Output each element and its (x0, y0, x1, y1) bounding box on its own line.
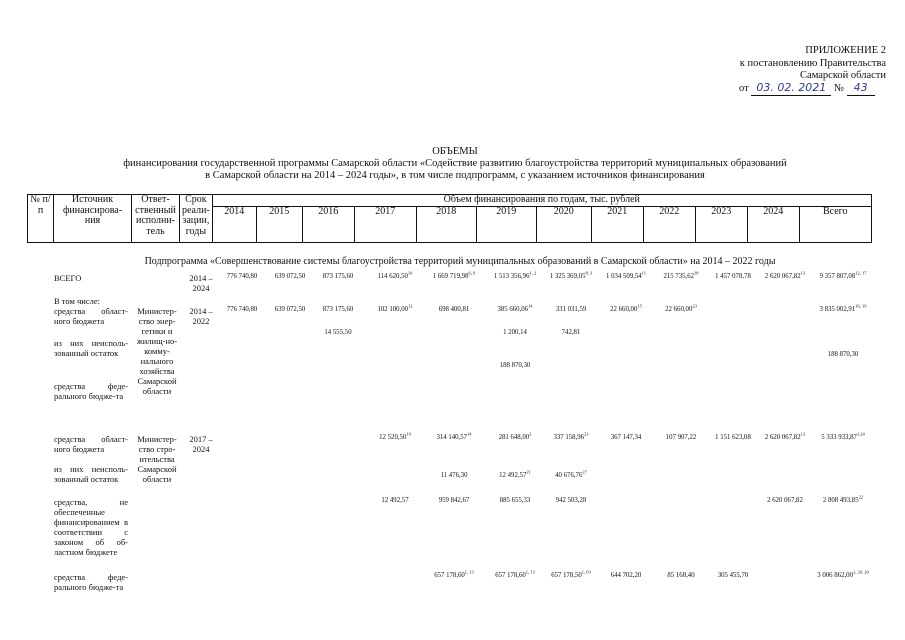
col-year: 2016 (302, 207, 354, 243)
value-footnote: 14 (528, 303, 533, 309)
col-year: 2022 (643, 207, 695, 243)
value-text: 657 178,60 (495, 572, 526, 579)
col-year: 2015 (256, 207, 302, 243)
value-footnote: 1, 13 (464, 569, 474, 575)
value-text: 12 492,57 (499, 472, 527, 479)
appendix-title: ПРИЛОЖЕНИЕ 2 (805, 45, 886, 56)
label-reg-budget-2: средства област-ного бюджета (54, 434, 128, 454)
executor-ministry-energy: Министер-ство энер-гетики и жилищ-но-комму-нального хозяйства Самарской области (136, 306, 178, 396)
appendix-block (640, 45, 886, 83)
label-unused-1: из них неисполь-зованный остаток (54, 338, 128, 358)
value-text: 1 034 509,54 (605, 273, 642, 280)
value-footnote: 19 (406, 431, 411, 437)
value-text: 2 808 493,85 (822, 497, 859, 504)
value-cell (531, 497, 611, 505)
col-year: 2021 (591, 207, 643, 243)
value-text: 657 178,60 (434, 572, 465, 579)
value-footnote: 12, 17 (855, 270, 867, 276)
value-footnote: 12 (408, 303, 413, 309)
col-year: Всего (799, 207, 871, 243)
col-year: 2020 (536, 207, 591, 243)
value-footnote: 1, 03 (581, 569, 591, 575)
number-prefix: № (833, 83, 844, 94)
value-text: 885 655,33 (499, 497, 531, 504)
value-footnote: 18 (694, 270, 699, 276)
value-text: 22 660,00 (665, 306, 693, 313)
term-constr: 2017 – 2024 (189, 434, 213, 454)
value-footnote: 21 (526, 469, 531, 475)
value-cell (803, 569, 883, 580)
value-text: 22 660,00 (610, 306, 638, 313)
executor-ministry-constr: Министер-ство стро-ительства Самарской области (137, 434, 177, 484)
term-total: 2014 – 2024 (189, 273, 213, 293)
value-text: 1 325 369,05 (549, 273, 586, 280)
value-text: 314 140,57 (436, 434, 468, 441)
value-footnote: 10 (407, 270, 413, 276)
value-text: 2 620 067,82 (767, 497, 803, 504)
term-energy: 2014 – 2022 (189, 306, 213, 326)
value-text: 776 740,80 (226, 273, 258, 280)
col-year: 2023 (695, 207, 747, 243)
value-footnote: 1,24 (856, 431, 865, 437)
resolution-number: 43 (847, 82, 875, 96)
value-text: 281 648,00 (498, 434, 530, 441)
value-text: 102 100,00 (377, 306, 409, 313)
value-footnote: 23 (584, 431, 589, 437)
value-text: 3 835 002,91 (819, 306, 856, 313)
value-text: 12 520,50 (379, 434, 407, 441)
value-footnote: 11 (641, 270, 647, 276)
appendix-line1: к постановлению Правительства (739, 57, 886, 69)
value-text: 5 333 933,87 (821, 434, 857, 441)
value-cell (641, 303, 721, 314)
label-fed-1: средства феде-рального бюдже-та (54, 381, 128, 401)
col-no: № п/п (28, 195, 54, 243)
value-footnote: 1, 20, 20 (852, 569, 869, 575)
value-text: 1 669 719,98 (432, 273, 469, 280)
label-reg-budget-1: средства област-ного бюджета (54, 306, 128, 326)
value-footnote: 23 (692, 303, 697, 309)
value-text: 644 702,20 (610, 572, 642, 579)
value-text: 776 740,80 (226, 306, 258, 313)
heading-line1: финансирования государственной программы Самарской области «Содействие развитию благоустройства территорий муниципальных образований (123, 158, 787, 169)
value-text: 107 907,22 (665, 434, 697, 441)
value-text: 11 476,30 (440, 472, 468, 479)
label-unused-2: из них неисполь-зованный остаток (54, 464, 128, 484)
value-footnote: 22 (858, 494, 864, 500)
appendix-line2: Самарской области (800, 70, 886, 81)
heading-title: ОБЪЕМЫ (432, 146, 478, 157)
value-footnote: 6, 9 (468, 270, 476, 276)
value-footnote: 13 (800, 431, 806, 437)
col-volume: Объем финансирования по годам, тыс. рублей (212, 195, 871, 207)
document-heading (60, 146, 850, 182)
col-executor: Ответ-ственный исполни-тель (132, 195, 180, 243)
value-text: 215 735,62 (663, 273, 695, 280)
value-footnote: 16, 19 (855, 303, 867, 309)
subprogram-title: Подпрограмма «Совершенствование системы благоустройства территорий муниципальных образований в Самарской области» на 2014 – 2022 годы (144, 256, 776, 267)
value-footnote: 1, 13 (525, 569, 535, 575)
label-total: ВСЕГО (54, 273, 82, 283)
resolution-date: 03. 02. 2021 (751, 82, 831, 96)
value-text: 1 457 078,78 (715, 273, 751, 280)
value-text: 742,81 (561, 329, 581, 336)
appendix-date-line (739, 82, 889, 96)
value-text: 9 357 807,08 (819, 273, 856, 280)
value-text: 1 513 356,96 (493, 273, 530, 280)
col-year: 2019 (476, 207, 536, 243)
label-unsecured: средства, не обеспеченные финансированием в соответствии с законом об об-ластном бюджете (54, 497, 128, 557)
label-fed-2: средства феде-рального бюдже-та (54, 572, 128, 592)
value-text: 639 072,50 (274, 273, 306, 280)
value-cell (693, 572, 773, 580)
financing-table-header (27, 194, 872, 243)
value-cell (298, 329, 378, 337)
value-footnote: 1, 2 (529, 270, 537, 276)
value-text: 639 072,50 (274, 306, 306, 313)
value-text: 85 168,40 (667, 572, 695, 579)
value-footnote: 14 (467, 431, 472, 437)
value-text: 2 620 067,82 (764, 273, 801, 280)
value-text: 188 870,30 (499, 362, 531, 369)
value-cell (531, 469, 611, 480)
value-text: 3 006 862,00 (817, 572, 853, 579)
value-cell (531, 329, 611, 337)
value-text: 1 151 623,08 (715, 434, 751, 441)
value-text: 114 620,50 (377, 273, 408, 280)
value-cell (803, 494, 883, 505)
value-text: 14 555,50 (324, 329, 352, 336)
value-footnote: 13 (800, 270, 806, 276)
value-text: 367 147,34 (610, 434, 642, 441)
col-year: 2017 (354, 207, 416, 243)
label-incl: В том числе: (54, 296, 100, 306)
value-text: 942 503,28 (555, 497, 587, 504)
value-footnote: 8, 3 (585, 270, 593, 276)
col-year: 2024 (747, 207, 799, 243)
value-text: 698 400,81 (438, 306, 470, 313)
heading-line2: в Самарской области на 2014 – 2024 годы», в том числе подпрограмм, с указанием источников финансирования (205, 170, 705, 181)
value-footnote: 27 (582, 469, 587, 475)
value-text: 657 178,50 (551, 572, 582, 579)
col-year: 2014 (212, 207, 256, 243)
value-text: 873 175,60 (322, 306, 354, 313)
value-text: 385 660,06 (497, 306, 529, 313)
date-prefix: от (739, 83, 749, 94)
value-text: 12 492,57 (381, 497, 409, 504)
value-text: 873 175,60 (322, 273, 354, 280)
value-cell (803, 303, 883, 314)
value-text: 337 158,96 (553, 434, 585, 441)
col-year: 2018 (416, 207, 476, 243)
col-source: Источник финансирова-ния (54, 195, 132, 243)
value-text: 188 870,30 (827, 351, 859, 358)
value-text: 959 842,67 (438, 497, 470, 504)
value-footnote: 15 (637, 303, 642, 309)
value-text: 331 031,59 (555, 306, 587, 313)
value-cell (475, 362, 555, 370)
value-text: 1 200,14 (503, 329, 527, 336)
value-footnote: 2 (529, 431, 532, 437)
value-text: 2 620 067,82 (764, 434, 801, 441)
col-term: Срок реали-зации, годы (180, 195, 213, 243)
value-text: 305 455,70 (717, 572, 749, 579)
value-cell (803, 351, 883, 359)
value-text: 40 676,76 (555, 472, 583, 479)
